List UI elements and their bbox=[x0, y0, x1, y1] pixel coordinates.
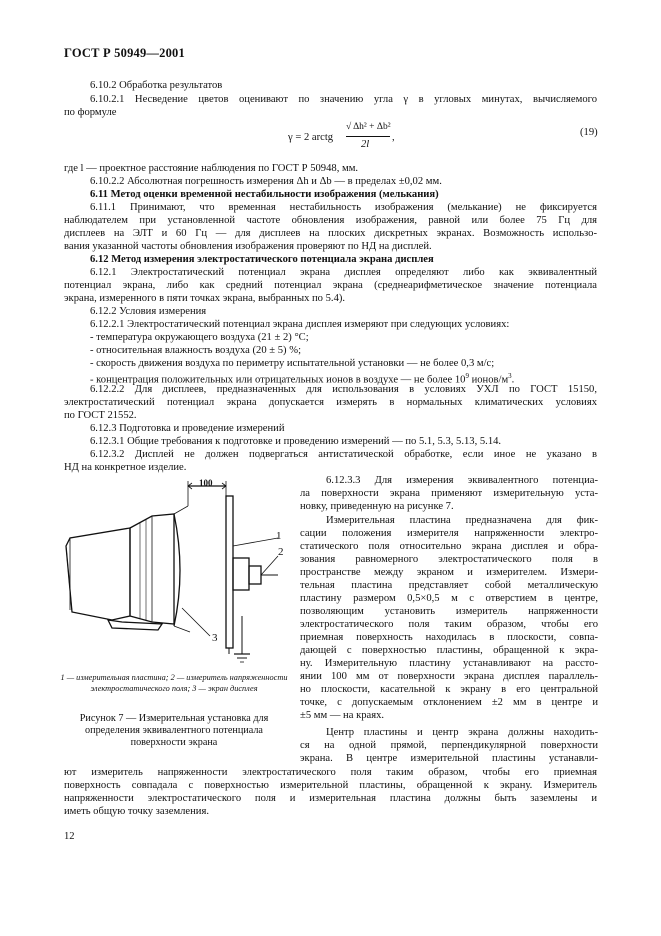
page-number: 12 bbox=[64, 831, 75, 842]
measuring-plate bbox=[226, 496, 233, 648]
paragraph-line: точке, с допускаемым отклонением ±2 мм в центре и bbox=[300, 697, 598, 708]
section-heading: 6.11 Метод оценки временной нестабильности изображения (мелькания) bbox=[90, 189, 439, 200]
figure-label-1: 1 bbox=[276, 530, 282, 542]
paragraph-line: экрана. В центре измерительной пластины устанавли- bbox=[300, 753, 598, 764]
paragraph-line: 6.11.1 Принимают, что временная нестабильность изображения (мелькание) не фиксируется bbox=[90, 202, 597, 213]
paragraph-line: где l — проектное расстояние наблюдения по ГОСТ Р 50948, мм. bbox=[64, 163, 359, 174]
paragraph-line: новку, приведенную на рисунке 7. bbox=[300, 501, 454, 512]
paragraph-line: ют измеритель напряженности электростатического поля таким образом, чтобы его приемная bbox=[64, 767, 597, 778]
subsection-heading: 6.12.3 Подготовка и проведение измерений bbox=[90, 423, 285, 434]
document-header: ГОСТ Р 50949—2001 bbox=[64, 46, 185, 60]
list-item: - относительная влажность воздуха (20 ± 5) %; bbox=[90, 345, 302, 356]
formula-numerator: √ Δh² + Δb² bbox=[346, 122, 391, 132]
paragraph-line: электростатический потенциал экрана допускается измерять в нормальных климатических условиях bbox=[64, 397, 597, 408]
paragraph-line: тельная пластина представляет собой металлическую bbox=[300, 580, 598, 591]
paragraph-line: пластину размером 0,5×0,5 м с отверстием в центре, bbox=[300, 593, 598, 604]
paragraph-line: дающей с поверхностью пластины, обращенной к экра- bbox=[300, 645, 598, 656]
paragraph-line: экрана, измеренного в пяти точках экрана, выбранных по 5.4). bbox=[64, 293, 346, 304]
paragraph-line: сации положения измерителя напряженности электро- bbox=[300, 528, 598, 539]
monitor-body bbox=[66, 528, 130, 620]
paragraph-line: по ГОСТ 21552. bbox=[64, 410, 137, 421]
paragraph-line: Измерительная пластина предназначена для фик- bbox=[326, 515, 598, 526]
paragraph-line: дисплеев на ЭЛТ и 60 Гц — для дисплеев на плоских дискретных экранах. Возможность использо- bbox=[64, 228, 597, 239]
paragraph-line: электростатического поля таким образом, чтобы его bbox=[300, 619, 598, 630]
formula-number: (19) bbox=[580, 127, 598, 138]
formula-denominator: 2l bbox=[361, 139, 370, 150]
paragraph-line: 6.12.3.1 Общие требования к подготовке и проведению измерений — по 5.1, 5.3, 5.13, 5.14. bbox=[90, 436, 502, 447]
paragraph-line: напряженности электростатического поля и измерительная пластина должны быть заземлены и bbox=[64, 793, 597, 804]
paragraph-line: по формуле bbox=[64, 107, 117, 118]
paragraph-line: 6.10.2.1 Несведение цветов оценивают по значению угла γ в угловых минутах, вычисляемого bbox=[90, 94, 597, 105]
paragraph-line: но плоскости, касательной к экрану в его центральной bbox=[300, 684, 598, 695]
paragraph-line: янии 100 мм от поверхности экрана дисплея параллель- bbox=[300, 671, 598, 682]
paragraph-line: 6.12.3.2 Дисплей не должен подвергаться антистатической обработке, если иное не указано в bbox=[90, 449, 597, 460]
paragraph-line: наблюдателем при установленной частоте обновления изображения, равной или более 75 Гц для bbox=[64, 215, 597, 226]
figure-legend: 1 — измерительная пластина; 2 — измеритель напряженности электростатического поля; 3 — экран дисплея bbox=[60, 673, 288, 694]
figure-caption: Рисунок 7 — Измерительная установка для определения эквивалентного потенциала поверхности экрана bbox=[79, 713, 269, 748]
paragraph-line: ла поверхности экрана применяют измерительную уста- bbox=[300, 488, 598, 499]
paragraph-line: поверхность совпадала с поверхностью измерительной пластины, обращенной к экрану. Измеритель bbox=[64, 780, 597, 791]
paragraph-line: 6.12.1 Электростатический потенциал экрана дисплея определяют либо как эквивалентный bbox=[90, 267, 597, 278]
section-heading: 6.12 Метод измерения электростатического потенциала экрана дисплея bbox=[90, 254, 434, 265]
list-item: - температура окружающего воздуха (21 ± 2) °С; bbox=[90, 332, 309, 343]
figure-label-2: 2 bbox=[278, 546, 284, 558]
paragraph-line: приемная поверхность находилась в плоскости, совпа- bbox=[300, 632, 598, 643]
subsection-heading: 6.12.2 Условия измерения bbox=[90, 306, 207, 317]
paragraph-line: НД на конкретное изделие. bbox=[64, 462, 187, 473]
formula-lhs: γ = 2 arctg bbox=[288, 132, 334, 143]
list-item: - скорость движения воздуха по периметру испытательной установки — не более 0,3 м/с; bbox=[90, 358, 495, 369]
display-screen bbox=[174, 514, 180, 626]
fraction-bar bbox=[346, 136, 390, 137]
list-item: - концентрация положительных или отрицательных ионов в воздухе — не более $10^9$ ионов/$м^3$. bbox=[90, 372, 515, 386]
paragraph-line: Центр пластины и центр экрана должны находить- bbox=[326, 727, 598, 738]
subsection-heading: 6.10.2 Обработка результатов bbox=[90, 80, 223, 91]
field-meter bbox=[233, 558, 249, 590]
paragraph-line: ся на одной прямой, перпендикулярной поверхности bbox=[300, 740, 598, 751]
paragraph-line: 6.12.2.2 Для дисплеев, предназначенных для использования в условиях УХЛ по ГОСТ 15150, bbox=[90, 384, 597, 395]
paragraph-line: 6.10.2.2 Абсолютная погрешность измерения Δh и Δb — в пределах ±0,02 мм. bbox=[90, 176, 442, 187]
paragraph-line: потенциал экрана, либо как средний потенциал экрана (среднеарифметическое значение потенциала bbox=[64, 280, 597, 291]
paragraph-line: ±5 мм — на краях. bbox=[300, 710, 385, 721]
paragraph-line: иметь общую точку заземления. bbox=[64, 806, 209, 817]
paragraph-line: 6.12.2.1 Электростатический потенциал экрана дисплея измеряют при следующих условиях: bbox=[90, 319, 510, 330]
paragraph-line: ну. Измерительную пластину устанавливают на рассто- bbox=[300, 658, 598, 669]
paragraph-line: 6.12.3.3 Для измерения эквивалентного потенциа- bbox=[326, 475, 598, 486]
paragraph-line: позволяющим установить измеритель напряженности bbox=[300, 606, 598, 617]
measurement-setup-figure bbox=[62, 476, 298, 666]
figure-label-3: 3 bbox=[212, 632, 218, 644]
paragraph-line: вания указанной частоты обновления изображения проверяют по НД на дисплей. bbox=[64, 241, 432, 252]
paragraph-line: статического поля относительно экрана дисплея и обра- bbox=[300, 541, 598, 552]
dimension-label: 100 bbox=[199, 478, 213, 488]
formula-comma: , bbox=[392, 132, 395, 143]
paragraph-line: зования равномерного электростатического поля в bbox=[300, 554, 598, 565]
paragraph-line: пространстве между экраном и измерителем. Измери- bbox=[300, 567, 598, 578]
